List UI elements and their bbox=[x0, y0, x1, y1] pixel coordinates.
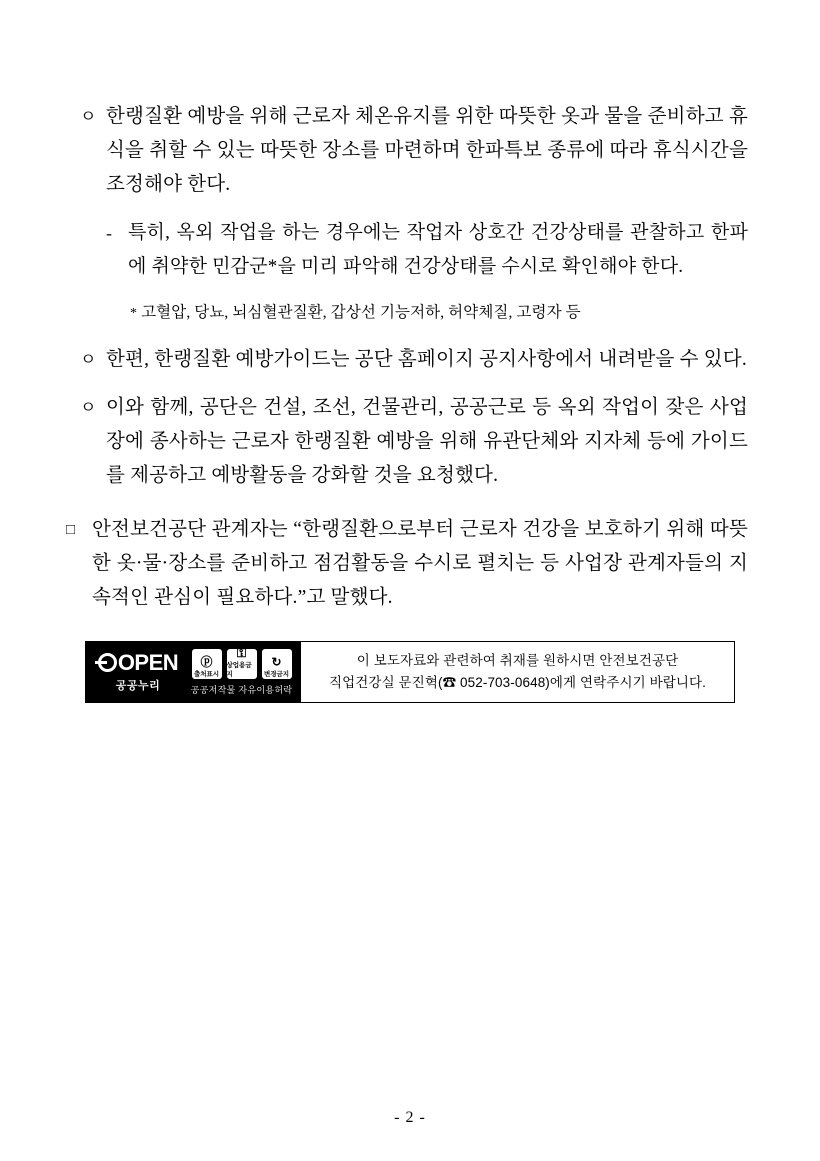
open-license-logo bbox=[90, 649, 186, 693]
press-contact-line1: 이 보도자료와 관련하여 취재를 원하시면 안전보건공단 bbox=[356, 653, 679, 668]
noderivatives-label: 변경금지 bbox=[263, 670, 290, 678]
open-title-text: OPEN bbox=[117, 649, 179, 675]
open-license-terms bbox=[186, 645, 297, 696]
attribution-glyph: ⓟ bbox=[200, 654, 213, 669]
bullet-marker: - bbox=[106, 223, 112, 243]
paragraph-text: 특히, 옥외 작업을 하는 경우에는 작업자 상호간 건강상태를 관찰하고 한파에 취약한 민감군*을 미리 파악해 건강상태를 수시로 확인해야 한다. bbox=[128, 222, 748, 277]
open-license-badge bbox=[86, 642, 301, 702]
paragraph-text: 한랭질환 예방을 위해 근로자 체온유지를 위한 따뜻한 옷과 물을 준비하고 휴식을 취할 수 있는 따뜻한 장소를 마련하며 한파특보 종류에 따라 휴식시간을 조정해야 한다. bbox=[106, 106, 748, 195]
attribution-icon bbox=[192, 649, 222, 679]
paragraph-text: 한편, 한랭질환 예방가이드는 공단 홈페이지 공지사항에서 내려받을 수 있다. bbox=[106, 349, 747, 370]
bullet-marker: ㅇ bbox=[80, 398, 97, 417]
attribution-label: 출처표시 bbox=[193, 670, 220, 678]
bullet-marker: □ bbox=[66, 522, 76, 538]
footnote bbox=[130, 298, 748, 329]
paragraph-block bbox=[80, 100, 748, 202]
contact-infobox bbox=[85, 641, 735, 703]
footnote-text: 고혈압, 당뇨, 뇌심혈관질환, 갑상선 기능저하, 허약체질, 고령자 등 bbox=[141, 304, 581, 321]
paragraph-block bbox=[80, 343, 748, 377]
noncommercial-label: 상업용금지 bbox=[226, 661, 252, 678]
noderivatives-glyph: ↻ bbox=[271, 654, 282, 669]
open-wordmark bbox=[98, 649, 179, 675]
bullet-marker: ㅇ bbox=[80, 350, 97, 369]
paragraph-block bbox=[66, 513, 748, 615]
noncommercial-icon bbox=[226, 645, 257, 679]
press-contact bbox=[301, 642, 734, 702]
paragraph-text: 안전보건공단 관계자는 “한랭질환으로부터 근로자 건강을 보호하기 위해 따뜻한 옷·물·장소를 준비하고 점검활동을 수시로 펼치는 등 사업장 관계자들의 지속적인 관심이 필요하다.”고 말했다. bbox=[92, 519, 748, 608]
paragraph-block bbox=[106, 216, 748, 284]
license-icon-row bbox=[192, 645, 292, 679]
noncommercial-glyph: ⚿ bbox=[236, 645, 247, 660]
paragraph-text: 이와 함께, 공단은 건설, 조선, 건물관리, 공공근로 등 옥외 작업이 잦은 사업장에 종사하는 근로자 한랭질환 예방을 위해 유관단체와 지자체 등에 가이드를 제공하고 예방활동을 강화할 것을 요청했다. bbox=[106, 397, 748, 486]
footnote-marker: * bbox=[130, 306, 138, 321]
open-subtitle-text: 공공누리 bbox=[115, 679, 161, 692]
document-content bbox=[66, 100, 748, 703]
bullet-marker: ㅇ bbox=[80, 107, 97, 126]
noderivatives-icon bbox=[262, 649, 292, 679]
paragraph-block bbox=[80, 391, 748, 493]
open-terms-text: 공공저작물 자유이용허락 bbox=[190, 684, 293, 695]
press-contact-line2: 직업건강실 문진혁(☎ 052-703-0648)에게 연락주시기 바랍니다. bbox=[329, 675, 706, 690]
open-circle-icon bbox=[98, 653, 117, 672]
page-number: - 2 - bbox=[394, 1109, 426, 1126]
